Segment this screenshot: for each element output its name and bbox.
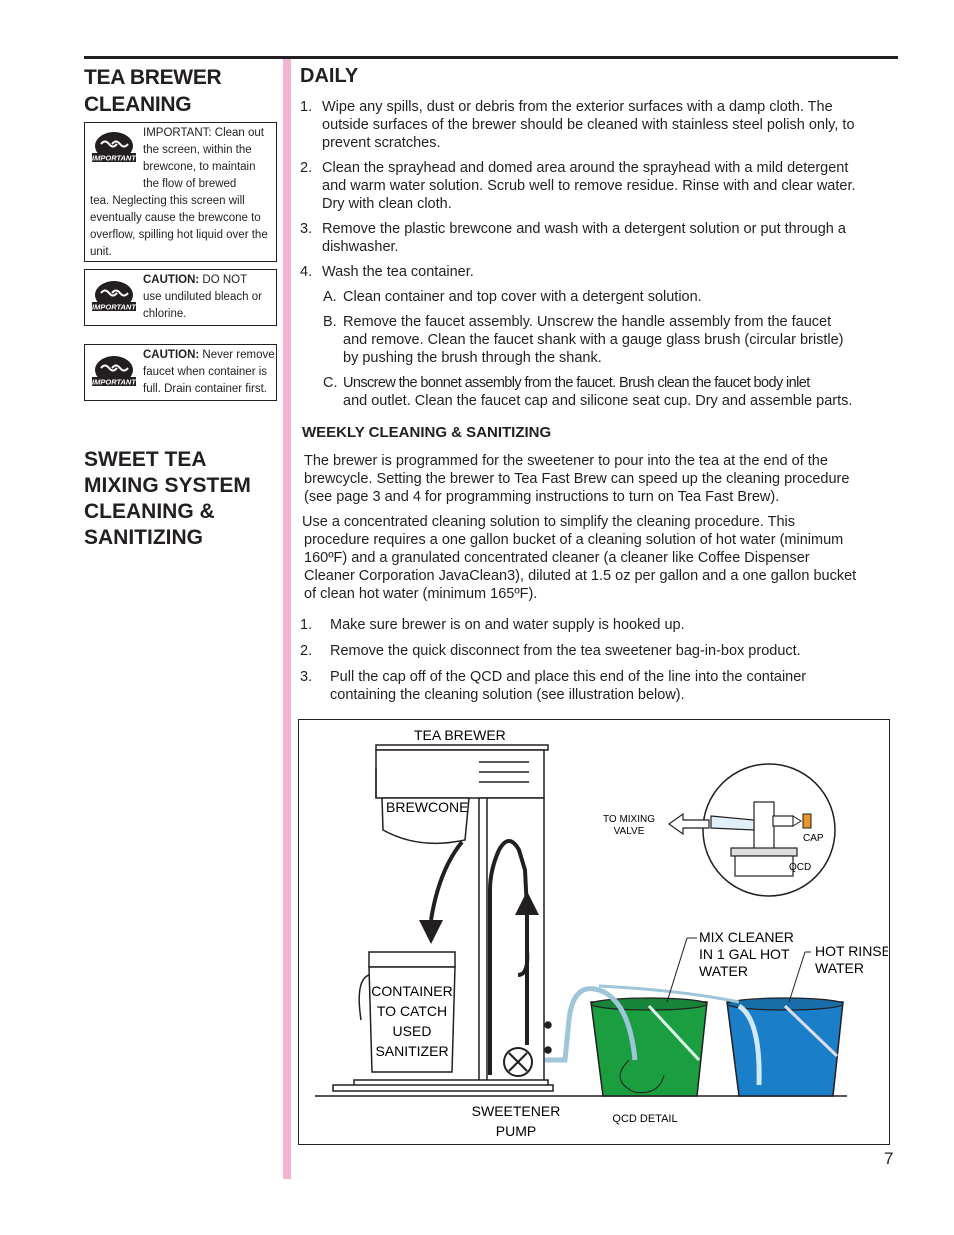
label-tea-brewer: TEA BREWER [414, 727, 506, 743]
notice-text: IMPORTANT: Clean out [143, 127, 265, 139]
item-text: Make sure brewer is on and water supply is hooked up. [330, 617, 685, 633]
weekly-heading: WEEKLY CLEANING & SANITIZING [302, 424, 552, 441]
notice-text: unit. [90, 246, 112, 258]
notice-text: Never remove [199, 349, 275, 361]
item-text: Dry with clean cloth. [322, 196, 452, 212]
item-letter: A. [323, 289, 337, 305]
item-number: 2. [300, 643, 313, 659]
heading-line: MIXING SYSTEM [84, 474, 251, 497]
heading-line: CLEANING [84, 93, 192, 116]
label-hot-rinse: WATER [815, 960, 864, 976]
label-brewcone: BREWCONE [386, 799, 469, 815]
left-column [84, 64, 278, 549]
label-mix-cleaner: MIX CLEANER [699, 929, 794, 945]
cleaning-illustration [298, 719, 890, 1145]
notice-text: use undiluted bleach or [143, 291, 262, 303]
label-sweetener-pump: PUMP [495, 1123, 537, 1139]
label-qcd: QCD [789, 862, 812, 873]
item-text: Wipe any spills, dust or debris from the exterior surfaces with a damp cloth. The [322, 99, 833, 115]
item-text: Remove the quick disconnect from the tea sweetener bag-in-box product. [330, 643, 801, 659]
item-text: outside surfaces of the brewer should be cleaned with stainless steel polish only, to [322, 117, 855, 133]
item-text: dishwasher. [322, 239, 399, 255]
paragraph-line: brewcycle. Setting the brewer to Tea Fast Brew can speed up the cleaning procedure [304, 471, 850, 487]
notice-text: eventually cause the brewcone to [90, 212, 261, 224]
important-icon [90, 131, 138, 167]
notice-text: full. Drain container first. [143, 383, 267, 395]
illustration-svg [299, 720, 888, 1143]
notice-text: tea. Neglecting this screen will [90, 195, 245, 207]
weekly-paragraph-2 [302, 513, 856, 603]
item-number: 3. [300, 669, 313, 685]
label-mix-cleaner: IN 1 GAL HOT [699, 946, 790, 962]
item-text: and remove. Clean the faucet shank with a gauge glass brush (circular bristle) [343, 332, 844, 348]
notice-text: the screen, within the [143, 144, 252, 156]
item-letter: C. [323, 375, 338, 391]
label-to-mixing-valve: VALVE [613, 826, 645, 837]
green-bucket [591, 998, 707, 1096]
caution-notice-faucet [84, 344, 277, 401]
svg-text:IMPORTANT: IMPORTANT [92, 302, 136, 312]
label-hot-rinse: HOT RINSE [815, 943, 888, 959]
item-letter: B. [323, 314, 337, 330]
paragraph-line: Cleaner Corporation JavaClean3), diluted at 1.5 oz per gallon and a one gallon bucket [304, 568, 857, 584]
section-heading-sweet-tea [84, 447, 251, 551]
weekly-paragraph-1 [304, 452, 849, 506]
section-heading-tea-brewer-cleaning [84, 64, 278, 118]
item-text: Pull the cap off of the QCD and place this end of the line into the container [330, 669, 807, 685]
heading-line: SWEET TEA [84, 448, 207, 471]
notice-text: overflow, spilling hot liquid over the [90, 229, 268, 241]
down-arrow [419, 920, 443, 944]
notice-text: faucet when container is [143, 366, 268, 378]
label-container: CONTAINER [371, 983, 453, 999]
item-text: Remove the faucet assembly. Unscrew the handle assembly from the faucet [343, 314, 832, 330]
item-text: and warm water solution. Scrub well to remove residue. Rinse with and clear water. [322, 178, 856, 194]
heading-line: TEA BREWER [84, 66, 222, 89]
page-number: 7 [884, 1149, 894, 1168]
item-number: 3. [300, 221, 313, 237]
caution-label: CAUTION: [143, 274, 200, 286]
caution-label: CAUTION: [143, 349, 200, 361]
paragraph-line: of clean hot water (minimum 165ºF). [304, 586, 538, 602]
item-number: 2. [300, 160, 313, 176]
paragraph-line: procedure requires a one gallon bucket of a cleaning solution of hot water (minimum [304, 532, 844, 548]
label-container: TO CATCH [376, 1003, 448, 1019]
label-container: SANITIZER [375, 1043, 449, 1059]
notice-text: the flow of brewed [143, 178, 237, 190]
important-notice-screen [84, 122, 277, 262]
svg-text:IMPORTANT: IMPORTANT [92, 377, 136, 387]
item-text: containing the cleaning solution (see illustration below). [330, 687, 685, 703]
daily-heading: DAILY [300, 65, 359, 87]
notice-text: brewcone, to maintain [143, 161, 256, 173]
item-number: 1. [300, 617, 313, 633]
heading-line: CLEANING & [84, 500, 215, 523]
label-cap: CAP [803, 833, 824, 844]
item-text: Remove the plastic brewcone and wash with a detergent solution or put through a [322, 221, 846, 237]
item-number: 1. [300, 99, 313, 115]
paragraph-line: Use a concentrated cleaning solution to simplify the cleaning procedure. This [302, 514, 796, 530]
caution-notice-bleach [84, 269, 277, 326]
paragraph-line: 160ºF) and a granulated concentrated cleaner (a cleaner like Coffee Dispenser [304, 550, 810, 566]
blue-bucket [727, 998, 843, 1096]
item-text: Clean container and top cover with a detergent solution. [343, 289, 702, 305]
item-text: by pushing the brush through the shank. [343, 350, 602, 366]
top-rule [84, 56, 898, 59]
label-qcd-detail: QCD DETAIL [612, 1113, 678, 1125]
label-container: USED [392, 1023, 432, 1039]
important-icon [90, 280, 138, 316]
qcd-detail-circle [703, 764, 835, 896]
important-icon [90, 355, 138, 391]
item-text: and outlet. Clean the faucet cap and silicone seat cup. Dry and assemble parts. [343, 393, 853, 409]
notice-text: DO NOT [199, 274, 248, 286]
paragraph-line: The brewer is programmed for the sweetener to pour into the tea at the end of the [304, 453, 828, 469]
column-divider [283, 59, 291, 1179]
item-text: Unscrew the bonnet assembly from the faucet. Brush clean the faucet body inlet [343, 375, 810, 391]
paragraph-line: (see page 3 and 4 for programming instructions to turn on Tea Fast Brew). [304, 489, 780, 505]
label-sweetener-pump: SWEETENER [471, 1103, 561, 1119]
item-text: Clean the sprayhead and domed area around the sprayhead with a mild detergent [322, 160, 849, 176]
notice-text: chlorine. [143, 308, 187, 320]
label-mix-cleaner: WATER [699, 963, 748, 979]
svg-text:IMPORTANT: IMPORTANT [92, 153, 136, 163]
heading-line: SANITIZING [84, 526, 203, 549]
item-text: prevent scratches. [322, 135, 441, 151]
item-text: Wash the tea container. [322, 264, 474, 280]
label-to-mixing-valve: TO MIXING [602, 814, 656, 825]
item-number: 4. [300, 264, 313, 280]
